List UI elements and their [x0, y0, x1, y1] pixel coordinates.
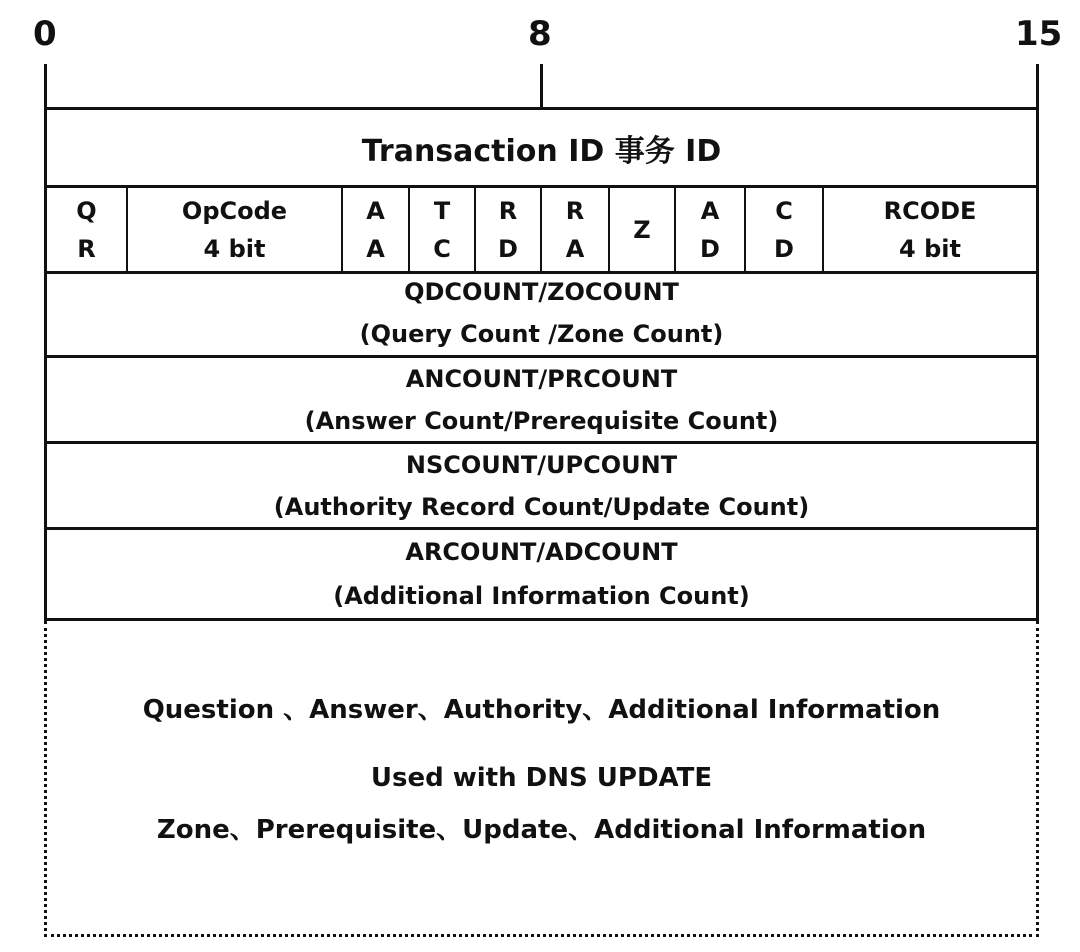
flag-cd — [746, 188, 824, 271]
flag-opcode-bottom: 4 bit — [203, 234, 266, 263]
qdcount-name: QDCOUNT/ZOCOUNT — [404, 278, 679, 306]
flag-opcode — [128, 188, 343, 271]
flag-opcode-top: OpCode — [181, 196, 288, 225]
bit-scale-start: 0 — [33, 14, 57, 54]
flag-tc — [410, 188, 476, 271]
qdcount-desc: (Query Count /Zone Count) — [359, 320, 724, 348]
nscount-name: NSCOUNT/UPCOUNT — [405, 450, 678, 479]
bit-tick-mid — [540, 64, 543, 110]
flag-rcode-top: RCODE — [883, 196, 977, 225]
qdcount-field — [44, 271, 1039, 358]
nscount-desc: (Authority Record Count/Update Count) — [273, 492, 810, 521]
flag-z-label: Z — [633, 215, 651, 244]
flag-aa-bottom: A — [366, 234, 385, 263]
flag-cd-top: C — [775, 196, 793, 225]
body-sections-list: Question 、Answer、Authority、Additional Information — [142, 695, 941, 725]
flag-ra-bottom: A — [565, 234, 585, 263]
flags-row — [44, 188, 1039, 274]
flag-rcode-bottom: 4 bit — [899, 234, 961, 263]
flag-ad-top: A — [700, 196, 720, 225]
update-sections-list: Zone、Prerequisite、Update、Additional Information — [156, 815, 927, 845]
ancount-name: ANCOUNT/PRCOUNT — [405, 364, 678, 393]
flag-ad-bottom: D — [700, 234, 720, 263]
flag-ra-top: R — [565, 196, 585, 225]
flag-aa — [343, 188, 410, 271]
ancount-desc: (Answer Count/Prerequisite Count) — [304, 406, 779, 435]
flag-tc-bottom: C — [433, 234, 451, 263]
bit-tick-end — [1036, 64, 1039, 110]
message-body-sections — [44, 621, 1039, 937]
flag-qr-bottom: R — [77, 234, 96, 263]
flag-cd-bottom: D — [774, 234, 794, 263]
transaction-id-field — [44, 107, 1039, 188]
flag-rd-bottom: D — [498, 234, 518, 263]
flag-rd — [476, 188, 542, 271]
flag-tc-top: T — [433, 196, 451, 225]
bit-tick-start — [44, 64, 47, 110]
flag-ra — [542, 188, 610, 271]
flag-rcode — [824, 188, 1036, 271]
nscount-field — [44, 444, 1039, 530]
dns-update-note: Used with DNS UPDATE — [370, 763, 713, 793]
flag-ad — [676, 188, 746, 271]
bit-scale-end: 15 — [1015, 14, 1063, 54]
flag-qr-top: Q — [76, 196, 97, 225]
flag-rd-top: R — [498, 196, 518, 225]
flag-qr — [47, 188, 128, 271]
arcount-desc: (Additional Information Count) — [333, 582, 750, 610]
arcount-field — [44, 530, 1039, 621]
flag-z — [610, 188, 676, 271]
ancount-field — [44, 358, 1039, 444]
arcount-name: ARCOUNT/ADCOUNT — [405, 538, 678, 566]
transaction-id-label: Transaction ID 事务 ID — [361, 133, 722, 169]
flag-aa-top: A — [366, 196, 385, 225]
bit-scale-mid: 8 — [528, 14, 552, 54]
